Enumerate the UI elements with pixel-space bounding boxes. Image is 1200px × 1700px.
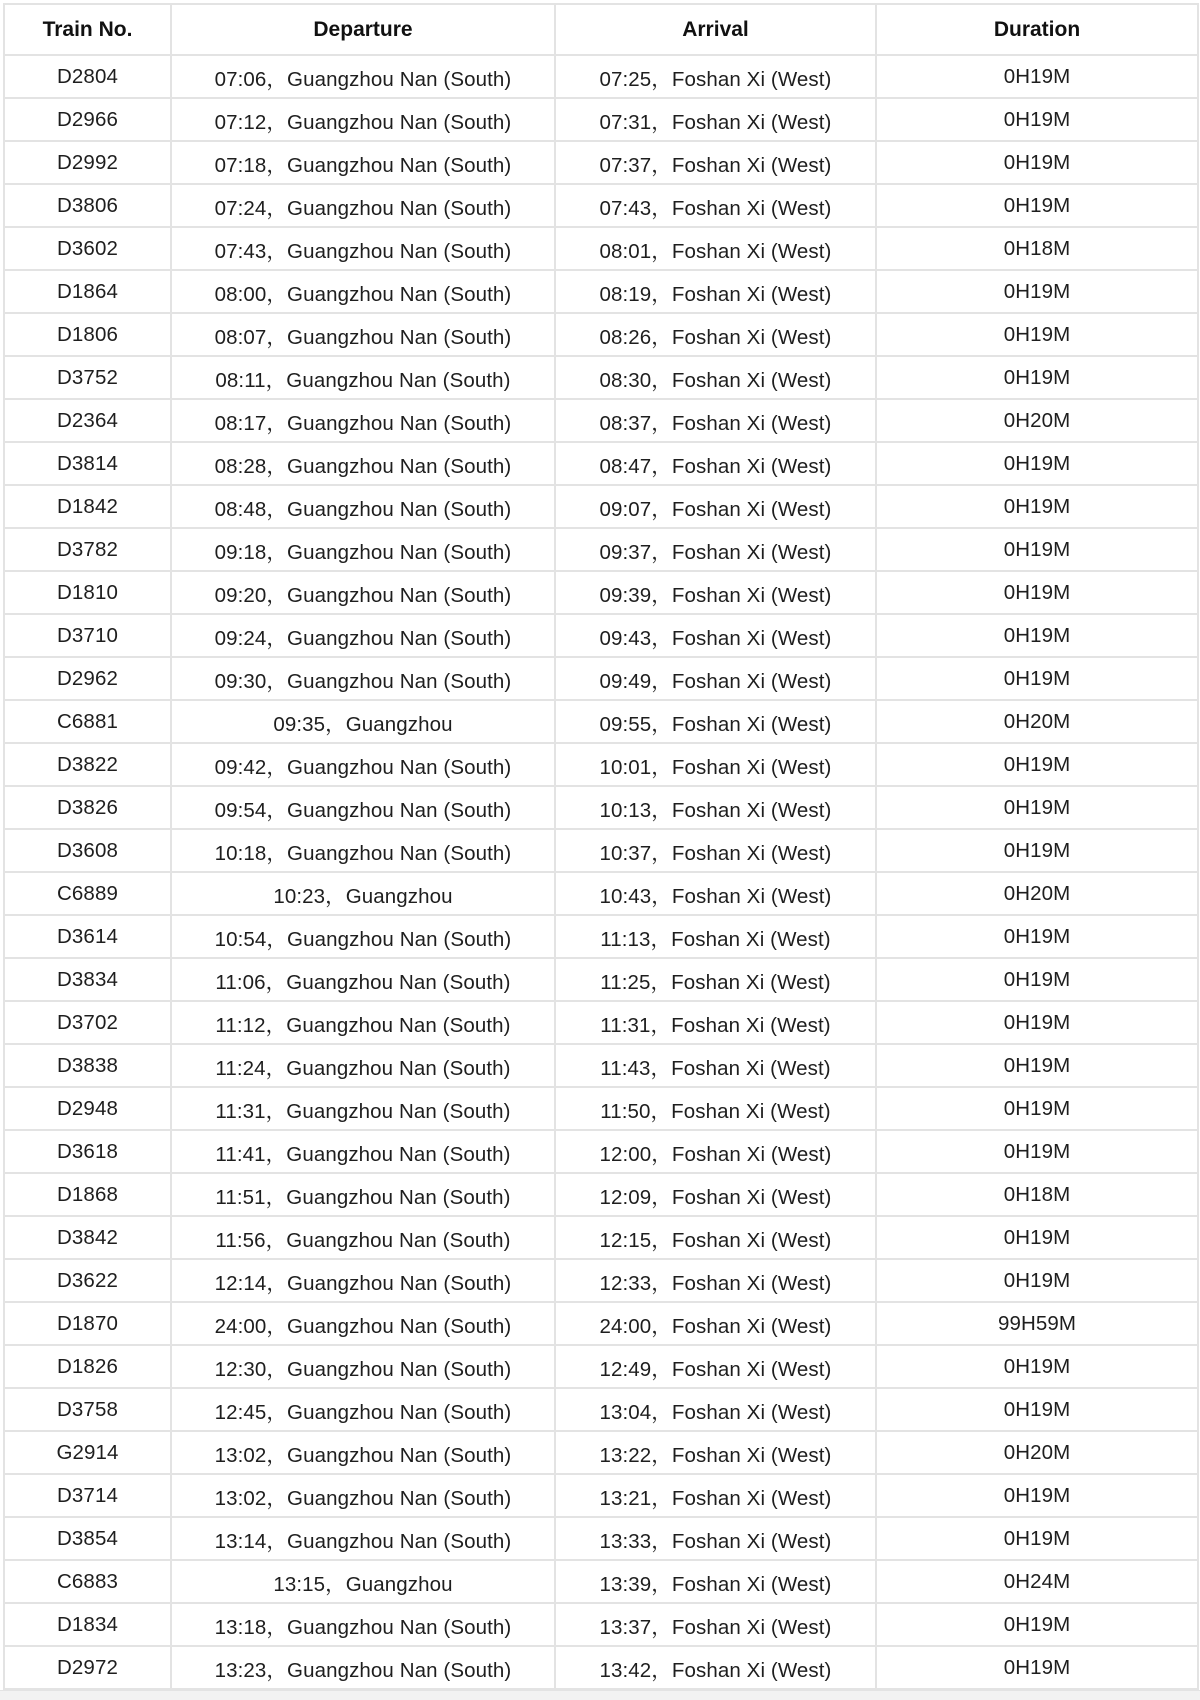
train-number-cell: D3822 bbox=[4, 743, 171, 786]
table-row bbox=[4, 1044, 1198, 1087]
table-row bbox=[4, 1431, 1198, 1474]
departure-cell: 09:24，Guangzhou Nan (South) bbox=[171, 614, 555, 657]
header-departure: Departure bbox=[171, 4, 555, 55]
train-number-cell: D2962 bbox=[4, 657, 171, 700]
train-number-cell: D2948 bbox=[4, 1087, 171, 1130]
departure-cell: 09:30，Guangzhou Nan (South) bbox=[171, 657, 555, 700]
table-row bbox=[4, 227, 1198, 270]
departure-cell: 08:28，Guangzhou Nan (South) bbox=[171, 442, 555, 485]
header-train-no: Train No. bbox=[4, 4, 171, 55]
table-row bbox=[4, 915, 1198, 958]
table-row bbox=[4, 1216, 1198, 1259]
duration-cell: 0H19M bbox=[876, 356, 1198, 399]
arrival-cell: 11:25，Foshan Xi (West) bbox=[555, 958, 876, 1001]
arrival-cell: 09:49，Foshan Xi (West) bbox=[555, 657, 876, 700]
arrival-cell: 12:15，Foshan Xi (West) bbox=[555, 1216, 876, 1259]
duration-cell: 0H18M bbox=[876, 227, 1198, 270]
arrival-cell: 09:07，Foshan Xi (West) bbox=[555, 485, 876, 528]
departure-cell: 09:35，Guangzhou bbox=[171, 700, 555, 743]
arrival-cell: 08:47，Foshan Xi (West) bbox=[555, 442, 876, 485]
duration-cell: 0H19M bbox=[876, 1517, 1198, 1560]
table-row bbox=[4, 1517, 1198, 1560]
arrival-cell: 10:01，Foshan Xi (West) bbox=[555, 743, 876, 786]
departure-cell: 09:42，Guangzhou Nan (South) bbox=[171, 743, 555, 786]
header-duration: Duration bbox=[876, 4, 1198, 55]
train-number-cell: D3622 bbox=[4, 1259, 171, 1302]
departure-cell: 13:14，Guangzhou Nan (South) bbox=[171, 1517, 555, 1560]
departure-cell: 11:56，Guangzhou Nan (South) bbox=[171, 1216, 555, 1259]
arrival-cell: 08:01，Foshan Xi (West) bbox=[555, 227, 876, 270]
duration-cell: 0H20M bbox=[876, 872, 1198, 915]
arrival-cell: 11:50，Foshan Xi (West) bbox=[555, 1087, 876, 1130]
train-number-cell: C6889 bbox=[4, 872, 171, 915]
arrival-cell: 09:43，Foshan Xi (West) bbox=[555, 614, 876, 657]
duration-cell: 0H19M bbox=[876, 270, 1198, 313]
duration-cell: 0H19M bbox=[876, 1087, 1198, 1130]
train-number-cell: C6883 bbox=[4, 1560, 171, 1603]
table-row bbox=[4, 1345, 1198, 1388]
table-row bbox=[4, 1646, 1198, 1689]
train-number-cell: D3806 bbox=[4, 184, 171, 227]
arrival-cell: 11:43，Foshan Xi (West) bbox=[555, 1044, 876, 1087]
table-row bbox=[4, 313, 1198, 356]
train-number-cell: D2972 bbox=[4, 1646, 171, 1689]
departure-cell: 09:54，Guangzhou Nan (South) bbox=[171, 786, 555, 829]
train-number-cell: D3758 bbox=[4, 1388, 171, 1431]
arrival-cell: 07:31，Foshan Xi (West) bbox=[555, 98, 876, 141]
departure-cell: 07:24，Guangzhou Nan (South) bbox=[171, 184, 555, 227]
train-schedule-table bbox=[3, 3, 1199, 1690]
duration-cell: 0H20M bbox=[876, 399, 1198, 442]
table-row bbox=[4, 1001, 1198, 1044]
departure-cell: 11:31，Guangzhou Nan (South) bbox=[171, 1087, 555, 1130]
table-row bbox=[4, 700, 1198, 743]
departure-cell: 13:02，Guangzhou Nan (South) bbox=[171, 1474, 555, 1517]
duration-cell: 0H20M bbox=[876, 1431, 1198, 1474]
table-row bbox=[4, 614, 1198, 657]
table-row bbox=[4, 528, 1198, 571]
duration-cell: 0H19M bbox=[876, 485, 1198, 528]
departure-cell: 07:43，Guangzhou Nan (South) bbox=[171, 227, 555, 270]
arrival-cell: 10:13，Foshan Xi (West) bbox=[555, 786, 876, 829]
table-row bbox=[4, 1259, 1198, 1302]
table-row bbox=[4, 270, 1198, 313]
arrival-cell: 07:43，Foshan Xi (West) bbox=[555, 184, 876, 227]
table-row bbox=[4, 1560, 1198, 1603]
departure-cell: 11:24，Guangzhou Nan (South) bbox=[171, 1044, 555, 1087]
train-number-cell: D3614 bbox=[4, 915, 171, 958]
table-row bbox=[4, 1388, 1198, 1431]
arrival-cell: 08:37，Foshan Xi (West) bbox=[555, 399, 876, 442]
train-schedule-container bbox=[3, 3, 1197, 1690]
header-row bbox=[4, 4, 1198, 55]
arrival-cell: 08:26，Foshan Xi (West) bbox=[555, 313, 876, 356]
departure-cell: 09:20，Guangzhou Nan (South) bbox=[171, 571, 555, 614]
arrival-cell: 09:37，Foshan Xi (West) bbox=[555, 528, 876, 571]
departure-cell: 08:07，Guangzhou Nan (South) bbox=[171, 313, 555, 356]
table-row bbox=[4, 786, 1198, 829]
train-number-cell: D1826 bbox=[4, 1345, 171, 1388]
duration-cell: 0H19M bbox=[876, 313, 1198, 356]
arrival-cell: 12:33，Foshan Xi (West) bbox=[555, 1259, 876, 1302]
table-row bbox=[4, 571, 1198, 614]
train-number-cell: D2966 bbox=[4, 98, 171, 141]
duration-cell: 0H19M bbox=[876, 743, 1198, 786]
duration-cell: 0H19M bbox=[876, 958, 1198, 1001]
train-number-cell: D3714 bbox=[4, 1474, 171, 1517]
duration-cell: 0H19M bbox=[876, 657, 1198, 700]
train-number-cell: D3838 bbox=[4, 1044, 171, 1087]
train-number-cell: D3782 bbox=[4, 528, 171, 571]
arrival-cell: 07:37，Foshan Xi (West) bbox=[555, 141, 876, 184]
duration-cell: 0H19M bbox=[876, 1216, 1198, 1259]
duration-cell: 0H19M bbox=[876, 1474, 1198, 1517]
departure-cell: 08:17，Guangzhou Nan (South) bbox=[171, 399, 555, 442]
departure-cell: 12:45，Guangzhou Nan (South) bbox=[171, 1388, 555, 1431]
train-number-cell: D3752 bbox=[4, 356, 171, 399]
table-row bbox=[4, 1603, 1198, 1646]
table-row bbox=[4, 442, 1198, 485]
departure-cell: 11:51，Guangzhou Nan (South) bbox=[171, 1173, 555, 1216]
table-row bbox=[4, 356, 1198, 399]
train-number-cell: D3826 bbox=[4, 786, 171, 829]
duration-cell: 99H59M bbox=[876, 1302, 1198, 1345]
duration-cell: 0H19M bbox=[876, 614, 1198, 657]
train-number-cell: D1834 bbox=[4, 1603, 171, 1646]
arrival-cell: 11:13，Foshan Xi (West) bbox=[555, 915, 876, 958]
train-number-cell: D3618 bbox=[4, 1130, 171, 1173]
table-row bbox=[4, 743, 1198, 786]
arrival-cell: 12:09，Foshan Xi (West) bbox=[555, 1173, 876, 1216]
arrival-cell: 11:31，Foshan Xi (West) bbox=[555, 1001, 876, 1044]
departure-cell: 11:06，Guangzhou Nan (South) bbox=[171, 958, 555, 1001]
duration-cell: 0H18M bbox=[876, 1173, 1198, 1216]
table-row bbox=[4, 1474, 1198, 1517]
arrival-cell: 13:33，Foshan Xi (West) bbox=[555, 1517, 876, 1560]
departure-cell: 08:48，Guangzhou Nan (South) bbox=[171, 485, 555, 528]
table-row bbox=[4, 1302, 1198, 1345]
train-number-cell: C6881 bbox=[4, 700, 171, 743]
departure-cell: 10:23，Guangzhou bbox=[171, 872, 555, 915]
departure-cell: 12:30，Guangzhou Nan (South) bbox=[171, 1345, 555, 1388]
arrival-cell: 13:37，Foshan Xi (West) bbox=[555, 1603, 876, 1646]
train-number-cell: D2804 bbox=[4, 55, 171, 98]
table-row bbox=[4, 829, 1198, 872]
table-row bbox=[4, 399, 1198, 442]
duration-cell: 0H19M bbox=[876, 184, 1198, 227]
table-row bbox=[4, 1130, 1198, 1173]
table-row bbox=[4, 55, 1198, 98]
duration-cell: 0H19M bbox=[876, 1345, 1198, 1388]
train-number-cell: G2914 bbox=[4, 1431, 171, 1474]
table-row bbox=[4, 872, 1198, 915]
duration-cell: 0H19M bbox=[876, 829, 1198, 872]
arrival-cell: 07:25，Foshan Xi (West) bbox=[555, 55, 876, 98]
table-header bbox=[4, 4, 1198, 55]
train-number-cell: D1868 bbox=[4, 1173, 171, 1216]
duration-cell: 0H19M bbox=[876, 571, 1198, 614]
duration-cell: 0H19M bbox=[876, 1388, 1198, 1431]
table-row bbox=[4, 141, 1198, 184]
arrival-cell: 10:43，Foshan Xi (West) bbox=[555, 872, 876, 915]
duration-cell: 0H20M bbox=[876, 700, 1198, 743]
duration-cell: 0H19M bbox=[876, 1646, 1198, 1689]
arrival-cell: 09:55，Foshan Xi (West) bbox=[555, 700, 876, 743]
departure-cell: 09:18，Guangzhou Nan (South) bbox=[171, 528, 555, 571]
train-number-cell: D2992 bbox=[4, 141, 171, 184]
train-number-cell: D3608 bbox=[4, 829, 171, 872]
duration-cell: 0H19M bbox=[876, 915, 1198, 958]
duration-cell: 0H19M bbox=[876, 1259, 1198, 1302]
table-row bbox=[4, 98, 1198, 141]
departure-cell: 11:12，Guangzhou Nan (South) bbox=[171, 1001, 555, 1044]
table-row bbox=[4, 657, 1198, 700]
departure-cell: 13:02，Guangzhou Nan (South) bbox=[171, 1431, 555, 1474]
duration-cell: 0H19M bbox=[876, 1603, 1198, 1646]
train-number-cell: D3854 bbox=[4, 1517, 171, 1560]
duration-cell: 0H19M bbox=[876, 442, 1198, 485]
departure-cell: 13:18，Guangzhou Nan (South) bbox=[171, 1603, 555, 1646]
arrival-cell: 12:49，Foshan Xi (West) bbox=[555, 1345, 876, 1388]
duration-cell: 0H19M bbox=[876, 1001, 1198, 1044]
departure-cell: 07:18，Guangzhou Nan (South) bbox=[171, 141, 555, 184]
train-number-cell: D1810 bbox=[4, 571, 171, 614]
duration-cell: 0H24M bbox=[876, 1560, 1198, 1603]
arrival-cell: 09:39，Foshan Xi (West) bbox=[555, 571, 876, 614]
arrival-cell: 13:22，Foshan Xi (West) bbox=[555, 1431, 876, 1474]
train-number-cell: D1864 bbox=[4, 270, 171, 313]
arrival-cell: 24:00，Foshan Xi (West) bbox=[555, 1302, 876, 1345]
arrival-cell: 13:04，Foshan Xi (West) bbox=[555, 1388, 876, 1431]
duration-cell: 0H19M bbox=[876, 786, 1198, 829]
duration-cell: 0H19M bbox=[876, 55, 1198, 98]
arrival-cell: 12:00，Foshan Xi (West) bbox=[555, 1130, 876, 1173]
departure-cell: 07:12，Guangzhou Nan (South) bbox=[171, 98, 555, 141]
duration-cell: 0H19M bbox=[876, 98, 1198, 141]
train-number-cell: D3842 bbox=[4, 1216, 171, 1259]
train-number-cell: D2364 bbox=[4, 399, 171, 442]
table-row bbox=[4, 1173, 1198, 1216]
arrival-cell: 08:19，Foshan Xi (West) bbox=[555, 270, 876, 313]
departure-cell: 10:18，Guangzhou Nan (South) bbox=[171, 829, 555, 872]
train-number-cell: D3814 bbox=[4, 442, 171, 485]
arrival-cell: 13:42，Foshan Xi (West) bbox=[555, 1646, 876, 1689]
arrival-cell: 13:39，Foshan Xi (West) bbox=[555, 1560, 876, 1603]
departure-cell: 11:41，Guangzhou Nan (South) bbox=[171, 1130, 555, 1173]
table-row bbox=[4, 485, 1198, 528]
arrival-cell: 13:21，Foshan Xi (West) bbox=[555, 1474, 876, 1517]
train-number-cell: D3710 bbox=[4, 614, 171, 657]
departure-cell: 08:11，Guangzhou Nan (South) bbox=[171, 356, 555, 399]
table-row bbox=[4, 184, 1198, 227]
departure-cell: 13:15，Guangzhou bbox=[171, 1560, 555, 1603]
departure-cell: 10:54，Guangzhou Nan (South) bbox=[171, 915, 555, 958]
train-number-cell: D3834 bbox=[4, 958, 171, 1001]
arrival-cell: 10:37，Foshan Xi (West) bbox=[555, 829, 876, 872]
table-body bbox=[4, 55, 1198, 1689]
train-number-cell: D1806 bbox=[4, 313, 171, 356]
departure-cell: 08:00，Guangzhou Nan (South) bbox=[171, 270, 555, 313]
table-row bbox=[4, 958, 1198, 1001]
duration-cell: 0H19M bbox=[876, 141, 1198, 184]
departure-cell: 24:00，Guangzhou Nan (South) bbox=[171, 1302, 555, 1345]
table-row bbox=[4, 1087, 1198, 1130]
train-number-cell: D3702 bbox=[4, 1001, 171, 1044]
train-number-cell: D3602 bbox=[4, 227, 171, 270]
header-arrival: Arrival bbox=[555, 4, 876, 55]
departure-cell: 13:23，Guangzhou Nan (South) bbox=[171, 1646, 555, 1689]
duration-cell: 0H19M bbox=[876, 1130, 1198, 1173]
departure-cell: 07:06，Guangzhou Nan (South) bbox=[171, 55, 555, 98]
duration-cell: 0H19M bbox=[876, 1044, 1198, 1087]
departure-cell: 12:14，Guangzhou Nan (South) bbox=[171, 1259, 555, 1302]
train-number-cell: D1870 bbox=[4, 1302, 171, 1345]
train-number-cell: D1842 bbox=[4, 485, 171, 528]
duration-cell: 0H19M bbox=[876, 528, 1198, 571]
arrival-cell: 08:30，Foshan Xi (West) bbox=[555, 356, 876, 399]
